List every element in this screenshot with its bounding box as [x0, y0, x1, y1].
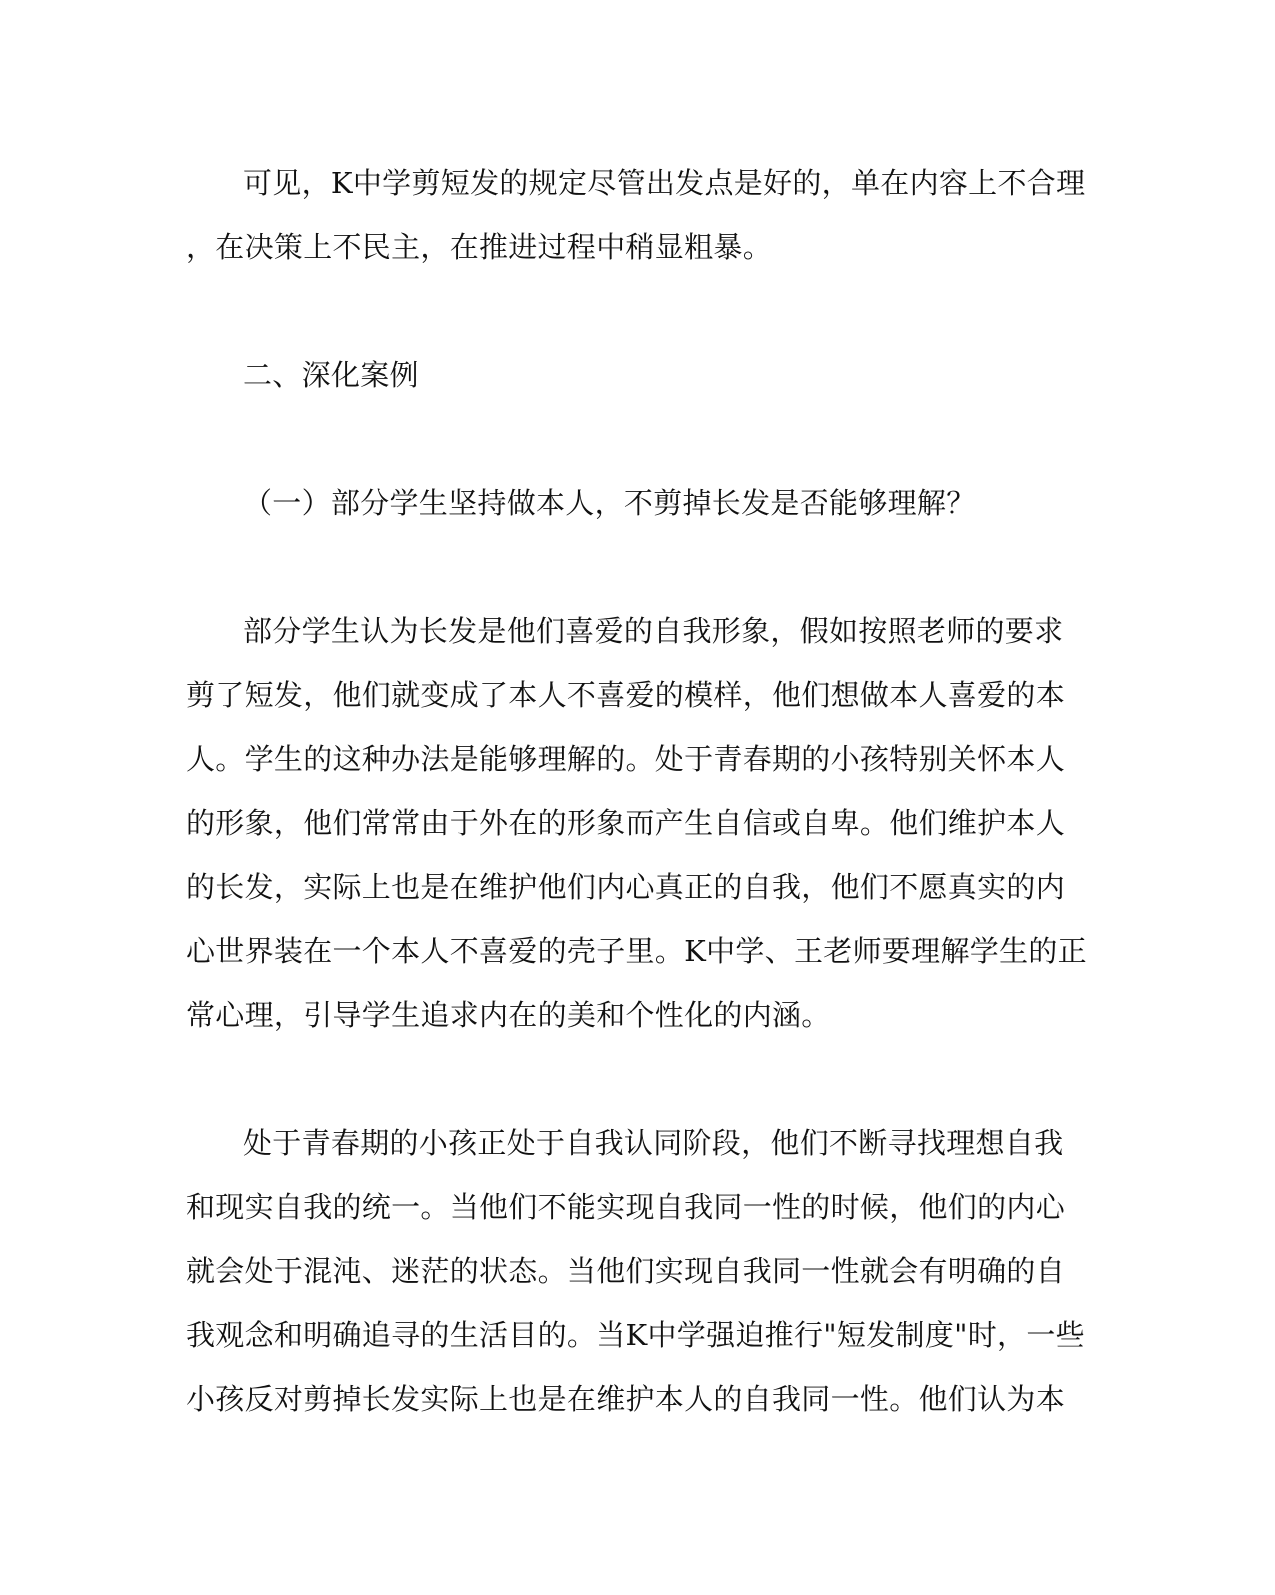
- paragraph-line: 和现实自我的统一。当他们不能实现自我同一性的时候，他们的内心: [186, 1190, 1066, 1224]
- paragraph-line: 就会处于混沌、迷茫的状态。当他们实现自我同一性就会有明确的自: [186, 1254, 1066, 1288]
- paragraph-line: 我观念和明确追寻的生活目的。当K中学强迫推行"短发制度"时，一些: [186, 1318, 1085, 1352]
- subsection-heading: （一）部分学生坚持做本人，不剪掉长发是否能够理解？: [243, 486, 976, 520]
- paragraph-line: 心世界装在一个本人不喜爱的壳子里。K中学、王老师要理解学生的正: [186, 934, 1087, 968]
- paragraph-line: 部分学生认为长发是他们喜爱的自我形象，假如按照老师的要求: [243, 614, 1064, 648]
- section-heading: 二、深化案例: [243, 358, 419, 392]
- paragraph-line: 的形象，他们常常由于外在的形象而产生自信或自卑。他们维护本人: [186, 806, 1066, 840]
- paragraph-line: 剪了短发，他们就变成了本人不喜爱的模样，他们想做本人喜爱的本: [186, 678, 1066, 712]
- paragraph-line: 人。学生的这种办法是能够理解的。处于青春期的小孩特别关怀本人: [186, 742, 1066, 776]
- paragraph-line: 的长发，实际上也是在维护他们内心真正的自我，他们不愿真实的内: [186, 870, 1066, 904]
- paragraph-line: 处于青春期的小孩正处于自我认同阶段，他们不断寻找理想自我: [243, 1126, 1064, 1160]
- paragraph-line: 可见，K中学剪短发的规定尽管出发点是好的，单在内容上不合理: [243, 166, 1086, 200]
- paragraph-line: 小孩反对剪掉长发实际上也是在维护本人的自我同一性。他们认为本: [186, 1382, 1066, 1416]
- paragraph-line: 常心理，引导学生追求内在的美和个性化的内涵。: [186, 998, 831, 1032]
- paragraph-line: ，在决策上不民主，在推进过程中稍显粗暴。: [186, 230, 773, 264]
